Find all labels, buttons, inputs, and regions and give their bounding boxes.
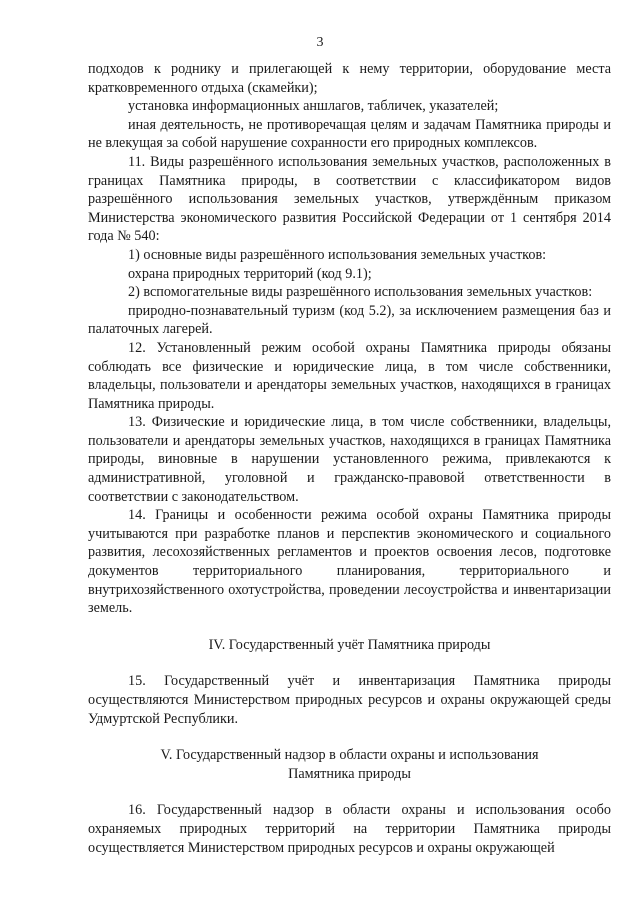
paragraph-continuation: подходов к роднику и прилегающей к нему территории, оборудование места кратковременного отдыха (скамейки); [88,61,611,96]
spacer [88,783,611,801]
clause-14: 14. Границы и особенности режима особой охраны Памятника природы учитываются при разработке планов и перспектив экономического и социального развития, лесохозяйственных регламентов и проектов освоения лесов, подготовке документов территориального планирования, территориального и внутрихозяйственного охотустройства, проведении лесоустройства и инвентаризации земель. [88,507,611,617]
section-heading-iv: IV. Государственный учёт Памятника природы [208,636,491,653]
list-item: 2) вспомогательные виды разрешённого использования земельных участков: [128,284,593,301]
section-heading-v-line2: Памятника природы [288,765,411,782]
list-item: установка информационных аншлагов, табличек, указателей; [128,98,499,115]
clause-13: 13. Физические и юридические лица, в том числе собственники, владельцы, пользователи и арендаторы земельных участков, находящихся в границах Памятника природы, виновные в нарушении установленного режима, привлекаются к административной, уголовной и гражданско-правовой ответственности в соответствии с законодательством. [88,414,611,505]
clause-12: 12. Установленный режим особой охраны Памятника природы обязаны соблюдать все физические и юридические лица, в том числе собственники, владельцы, пользователи и арендаторы земельных участков, находящихся в границах Памятника природы. [88,339,611,412]
clause-11: 11. Виды разрешённого использования земельных участков, расположенных в границах Памятника природы, в соответствии с классификатором видов разрешённого использования земельных участков, утверждённым приказом Министерства экономического развития Российской Федерации от 1 сентября 2014 года № 540: [88,153,611,245]
spacer [88,654,611,672]
spacer [88,728,611,746]
document-body [88,60,611,857]
page-number: 3 [316,35,324,50]
list-item: иная деятельность, не противоречащая целям и задачам Памятника природы и не влекущая за собой нарушение сохранности его природных комплексов. [88,116,611,152]
clause-15: 15. Государственный учёт и инвентаризация Памятника природы осуществляются Министерством природных ресурсов и охраны окружающей среды Удмуртской Республики. [88,673,611,727]
clause-16: 16. Государственный надзор в области охраны и использования особо охраняемых природных территорий на территории Памятника природы осуществляется Министерством природных ресурсов и охраны окружающей [88,802,611,856]
list-item: 1) основные виды разрешённого использования земельных участков: [128,246,547,263]
spacer [88,618,611,636]
list-item: природно-познавательный туризм (код 5.2), за исключением размещения баз и палаточных лагерей. [88,302,611,338]
section-heading-v-line1: V. Государственный надзор в области охраны и использования [160,747,539,764]
list-item: охрана природных территорий (код 9.1); [128,265,372,282]
